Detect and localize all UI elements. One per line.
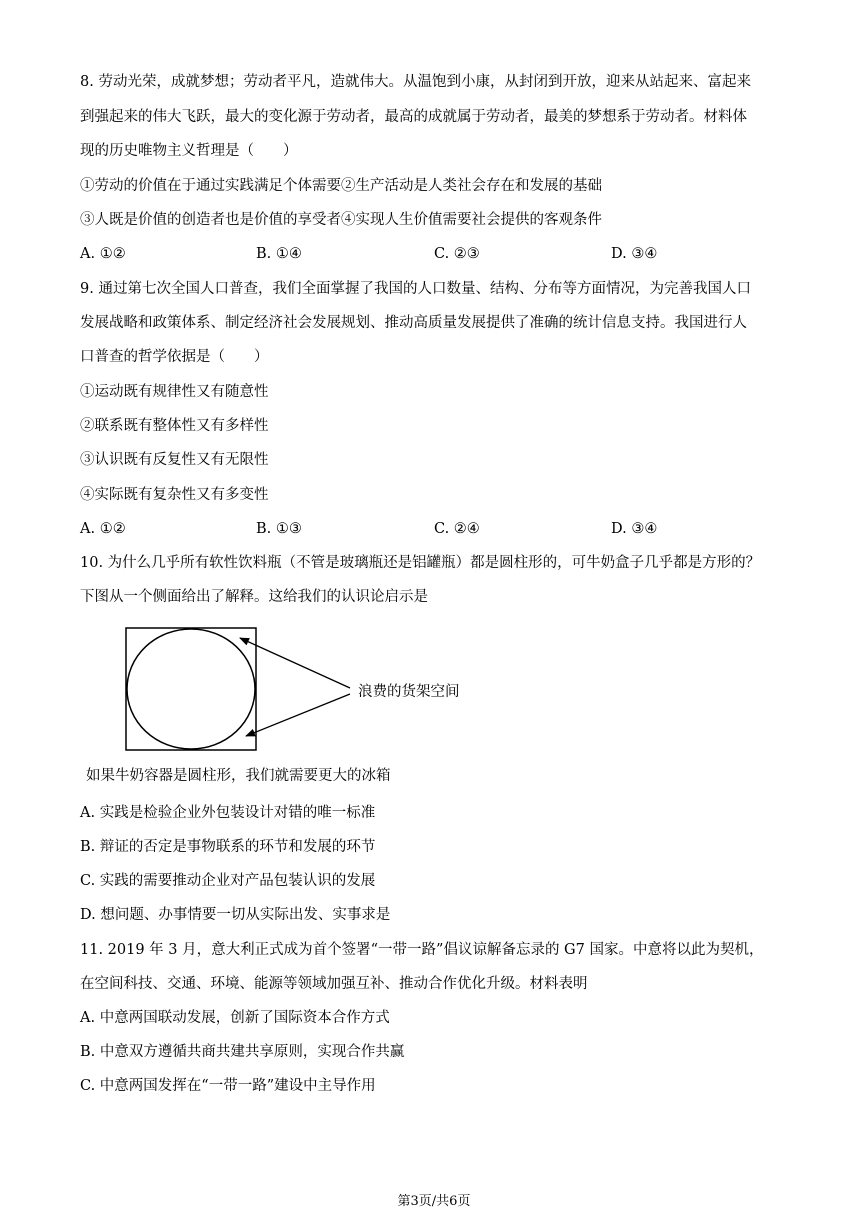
question-8-statement-3-4: ③人既是价值的创造者也是价值的享受者④实现人生价值需要社会提供的客观条件: [80, 212, 602, 228]
figure-caption: 如果牛奶容器是圆柱形，我们就需要更大的冰箱: [86, 768, 391, 784]
question-8-options: [80, 244, 780, 264]
question-8-stem-line-2: 到强起来的伟大飞跃，最大的变化源于劳动者，最高的成就属于劳动者，最美的梦想系于劳动者。材料体: [80, 109, 747, 125]
question-10-stem-line-1: 10. 为什么几乎所有软性饮料瓶（不管是玻璃瓶还是铝罐瓶）都是圆柱形的，可牛奶盒子几乎都是方形的？: [80, 555, 761, 571]
question-11-option-b: B. 中意双方遵循共商共建共享原则，实现合作共赢: [80, 1044, 405, 1060]
question-9-statement-1: ①运动既有规律性又有随意性: [80, 384, 269, 400]
question-10-stem-line-2: 下图从一个侧面给出了解释。这给我们的认识论启示是: [80, 589, 428, 605]
question-11-option-a: A. 中意两国联动发展，创新了国际资本合作方式: [80, 1010, 390, 1026]
question-10-option-b: B. 辩证的否定是事物联系的环节和发展的环节: [80, 839, 376, 855]
question-8-option-a: A. ①②: [80, 246, 126, 262]
question-10-option-d: D. 想问题、办事情要一切从实际出发、实事求是: [80, 907, 391, 923]
question-9-option-d: D. ③④: [611, 521, 658, 537]
question-9-stem-line-1: 9. 通过第七次全国人口普查，我们全面掌握了我国的人口数量、结构、分布等方面情况，为完善我国人口: [80, 281, 751, 297]
shelf-space-figure: [80, 622, 500, 792]
question-11-option-c: C. 中意两国发挥在“一带一路”建设中主导作用: [80, 1078, 376, 1094]
question-9-stem-line-2: 发展战略和政策体系、制定经济社会发展规划、推动高质量发展提供了准确的统计信息支持。我国进行人: [80, 315, 747, 331]
wasted-shelf-space-label: 浪费的货架空间: [358, 684, 460, 700]
question-8-option-c: C. ②③: [434, 246, 480, 262]
page-number-footer: 第3页/共6页: [397, 1194, 471, 1209]
question-10-option-a: A. 实践是检验企业外包装设计对错的唯一标准: [80, 805, 376, 821]
question-8-option-b: B. ①④: [256, 246, 302, 262]
question-8-option-d: D. ③④: [611, 246, 658, 262]
question-9-statement-3: ③认识既有反复性又有无限性: [80, 452, 269, 468]
question-8-statement-1-2: ①劳动的价值在于通过实践满足个体需要②生产活动是人类社会存在和发展的基础: [80, 178, 602, 194]
question-9-options: [80, 519, 780, 539]
question-9-option-a: A. ①②: [80, 521, 126, 537]
question-8-stem-line-3: 现的历史唯物主义哲理是（ ）: [80, 143, 298, 159]
question-8-stem-line-1: 8. 劳动光荣，成就梦想；劳动者平凡，造就伟大。从温饱到小康，从封闭到开放，迎来从站起来、富起来: [80, 74, 751, 90]
cylinder-cross-section-circle: [127, 629, 255, 749]
question-9-stem-line-3: 口普查的哲学依据是（ ）: [80, 349, 269, 365]
question-9-statement-2: ②联系既有整体性又有多样性: [80, 418, 269, 434]
question-9-statement-4: ④实际既有复杂性又有多变性: [80, 487, 269, 503]
question-9-option-b: B. ①③: [256, 521, 302, 537]
question-11-stem-line-1: 11. 2019 年 3 月，意大利正式成为首个签署“一带一路”倡议谅解备忘录的 G7 国家。中意将以此为契机，: [80, 942, 764, 958]
arrow-to-bottom-right-corner: [246, 694, 350, 736]
question-10-option-c: C. 实践的需要推动企业对产品包装认识的发展: [80, 873, 376, 889]
question-11-stem-line-2: 在空间科技、交通、环境、能源等领域加强互补、推动合作优化升级。材料表明: [80, 976, 588, 992]
question-9-option-c: C. ②④: [434, 521, 480, 537]
